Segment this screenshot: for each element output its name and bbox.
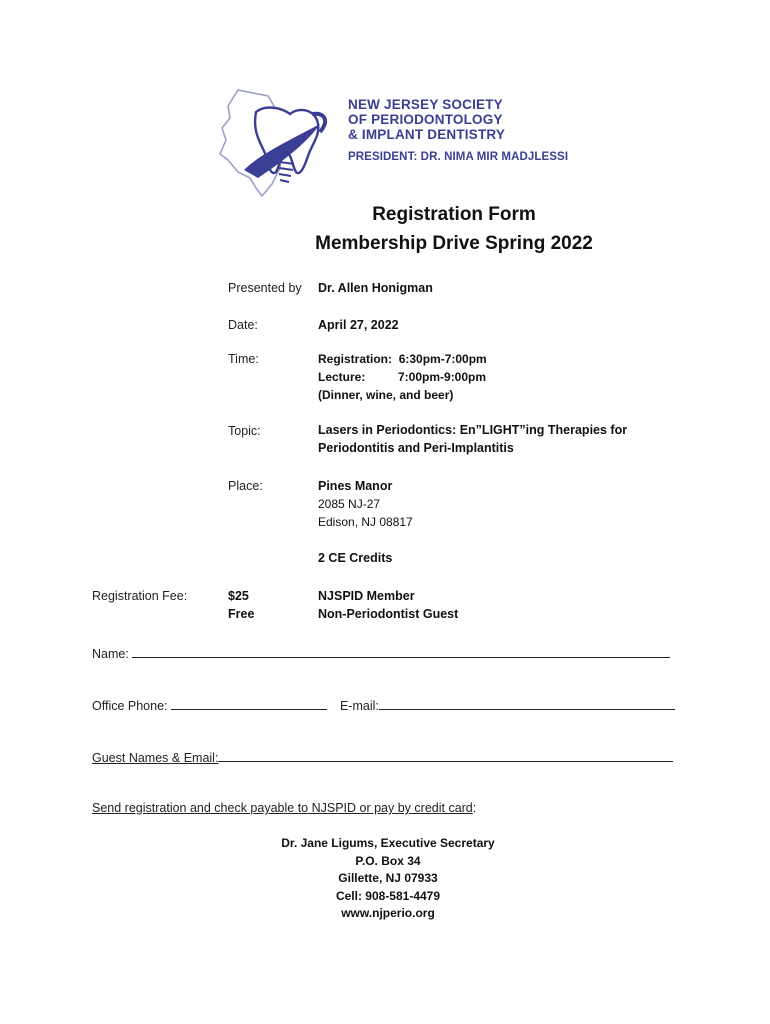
name-field[interactable] [132, 645, 670, 658]
fee-desc-member: NJSPID Member [318, 589, 415, 603]
guest-names-label: Guest Names & Email: [92, 751, 219, 765]
office-phone-field[interactable] [171, 697, 327, 710]
fee-desc-guest: Non-Periodontist Guest [318, 607, 459, 621]
email-field[interactable] [379, 697, 675, 710]
place-block [318, 477, 413, 531]
lecture-time-label: Lecture: [318, 370, 366, 384]
society-logo [216, 84, 336, 204]
ce-credits: 2 CE Credits [318, 551, 393, 565]
place-address-1: 2085 NJ-27 [318, 497, 381, 511]
po-box: P.O. Box 34 [355, 853, 421, 868]
time-block [318, 350, 487, 404]
website-link[interactable]: www.njperio.org [341, 906, 435, 920]
tooth-implant-logo-icon [216, 84, 336, 204]
send-instructions-text: Send registration and check payable to NJSPID or pay by credit card [92, 801, 473, 815]
name-row [92, 645, 670, 661]
cell-phone: Cell: 908-581-4479 [335, 888, 441, 903]
time-note: (Dinner, wine, and beer) [318, 388, 454, 402]
fee-amount-guest: Free [228, 607, 255, 621]
registration-time-label: Registration: [318, 352, 393, 366]
topic-block [318, 421, 627, 457]
name-label: Name: [92, 647, 129, 661]
date-label: Date: [228, 318, 258, 332]
place-name: Pines Manor [318, 479, 393, 493]
date-value: April 27, 2022 [318, 318, 399, 332]
presented-by-label: Presented by [228, 281, 302, 295]
send-instructions [92, 801, 476, 815]
org-name-line-2: OF PERIODONTOLOGY [348, 112, 503, 127]
contact-row [92, 697, 675, 713]
org-header [348, 97, 568, 163]
guest-names-field[interactable] [218, 749, 673, 762]
org-name-line-1: NEW JERSEY SOCIETY [348, 97, 503, 112]
registration-time-value: 6:30pm-7:00pm [398, 352, 487, 366]
send-instructions-colon: : [472, 801, 477, 815]
place-address-2: Edison, NJ 08817 [318, 515, 413, 529]
topic-line-2: Periodontitis and Peri-Implantitis [318, 441, 514, 455]
email-label: E-mail: [339, 699, 379, 713]
time-label: Time: [228, 352, 259, 366]
lecture-time-value: 7:00pm-9:00pm [398, 370, 487, 384]
fee-amount-member: $25 [228, 589, 249, 603]
place-label: Place: [228, 479, 263, 493]
office-phone-label: Office Phone: [92, 699, 168, 713]
org-name-line-3: & IMPLANT DENTISTRY [348, 127, 506, 142]
topic-label: Topic: [228, 424, 261, 438]
form-title: Registration Form [372, 204, 536, 225]
secretary-name: Dr. Jane Ligums, Executive Secretary [281, 836, 495, 850]
presenter-name: Dr. Allen Honigman [318, 281, 433, 295]
registration-fee-label: Registration Fee: [92, 589, 188, 603]
contact-block [0, 835, 770, 923]
topic-line-1: Lasers in Periodontics: En”LIGHT”ing Therapies for [318, 423, 628, 437]
president-line: PRESIDENT: DR. NIMA MIR MADJLESSI [348, 151, 569, 163]
form-subtitle: Membership Drive Spring 2022 [315, 233, 593, 254]
guest-row [92, 749, 673, 765]
city-state-zip: Gillette, NJ 07933 [338, 871, 438, 885]
